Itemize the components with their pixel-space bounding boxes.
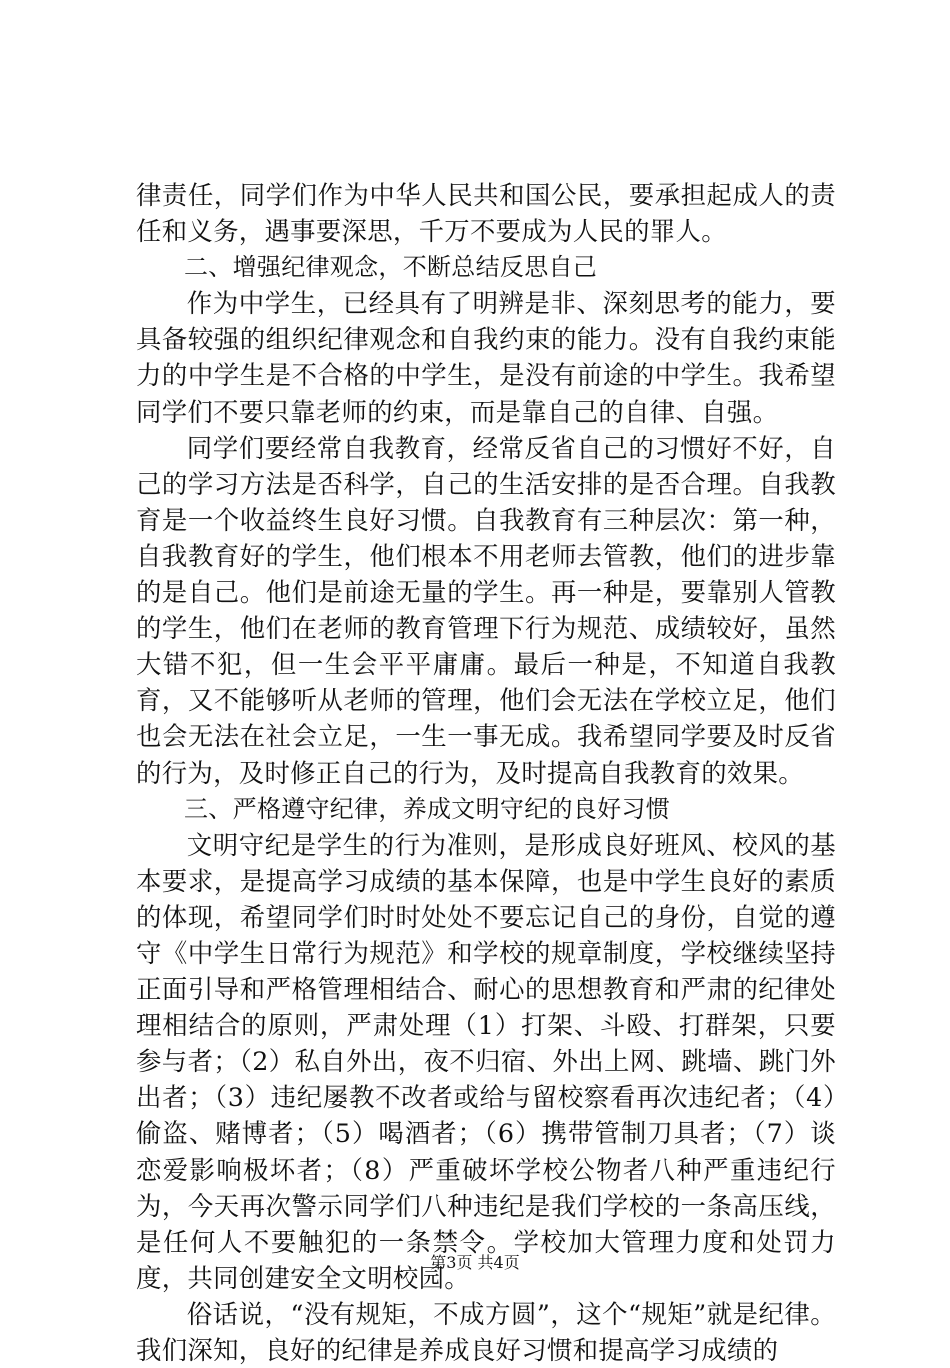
paragraph-proverb: 俗话说，“没有规矩，不成方圆”，这个“规矩”就是纪律。我们深知，良好的纪律是养成良好习惯和提高学习成绩的: [136, 1298, 836, 1365]
paragraph-self-discipline: 作为中学生，已经具有了明辨是非、深刻思考的能力，要具备较强的组织纪律观念和自我约束的能力。没有自我约束能力的中学生是不合格的中学生，是没有前途的中学生。我希望同学们不要只靠老师的约束，而是靠自己的自律、自强。: [136, 288, 836, 427]
page-number-footer: 第3页 共4页: [430, 1253, 520, 1272]
document-body: [136, 177, 836, 1368]
section-heading-3: 三、严格遵守纪律，养成文明守纪的良好习惯: [184, 794, 670, 823]
section-heading-2: 二、增强纪律观念，不断总结反思自己: [184, 253, 598, 282]
paragraph-rules: 文明守纪是学生的行为准则，是形成良好班风、校风的基本要求，是提高学习成绩的基本保障，也是中学生良好的素质的体现，希望同学们时时处处不要忘记自己的身份，自觉的遵守《中学生日常行为规范》和学校的规章制度，学校继续坚持正面引导和严格管理相结合、耐心的思想教育和严肃的纪律处理相结合的原则，严肃处理（1）打架、斗殴、打群架，只要参与者；（2）私自外出，夜不归宿、外出上网、跳墙、跳门外出者；（3）违纪屡教不改者或给与留校察看再次违纪者；（4）偷盗、赌博者；（5）喝酒者；（6）携带管制刀具者；（7）谈恋爱影响极坏者；（8）严重破坏学校公物者八种严重违纪行为，今天再次警示同学们八种违纪是我们学校的一条高压线，是任何人不要触犯的一条禁令。学校加大管理力度和处罚力度，共同创建安全文明校园。: [136, 829, 836, 1293]
paragraph-self-education: 同学们要经常自我教育，经常反省自己的习惯好不好，自己的学习方法是否科学，自己的生活安排的是否合理。自我教育是一个收益终生良好习惯。自我教育有三种层次：第一种，自我教育好的学生，他们根本不用老师去管教，他们的进步靠的是自己。他们是前途无量的学生。再一种是，要靠别人管教的学生，他们在老师的教育管理下行为规范、成绩较好，虽然大错不犯，但一生会平平庸庸。最后一种是，不知道自我教育，又不能够听从老师的管理，他们会无法在学校立足，他们也会无法在社会立足，一生一事无成。我希望同学要及时反省的行为，及时修正自己的行为，及时提高自我教育的效果。: [136, 432, 836, 788]
paragraph-continuation: 律责任，同学们作为中华人民共和国公民，要承担起成人的责任和义务，遇事要深思，千万不要成为人民的罪人。: [136, 180, 836, 247]
